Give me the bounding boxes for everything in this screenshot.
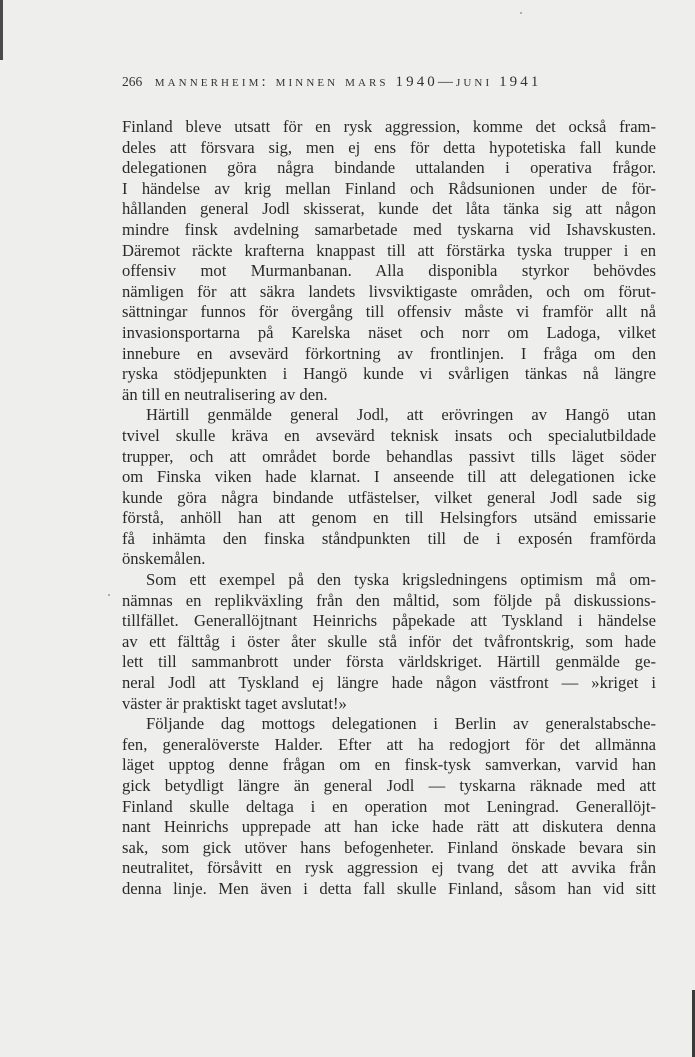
body-text [122,117,656,900]
text-line: denna linje. Men även i detta fall skulle Finland, såsom han vid sitt [122,878,656,898]
text-line: önskemålen. [122,549,206,569]
scan-edge-left [0,0,3,60]
text-line: invasionsportarna på Karelska näset och norr om Ladoga, vilket [122,322,656,342]
text-line: trupper, och att området borde behandlas passivt tills läget söder [122,446,656,466]
text-line: Som ett exempel på den tyska krigsledningens optimism må om- [146,570,656,590]
text-line: gick betydligt längre än general Jodl — tyskarna räknade med att [122,776,656,795]
text-line: offensiv mot Murmanbanan. Alla disponibla styrkor behövdes [122,261,656,281]
text-line: Härtill genmälde general Jodl, att erövringen av Hangö utan [146,405,656,425]
scan-speck [520,12,522,14]
text-line: väster är praktiskt taget avslutat!» [122,693,347,713]
text-line: tillfället. Generallöjtnant Heinrichs påpekade att Tyskland i händelse [122,611,656,631]
text-line: sak, som gick utöver hans befogenheter. Finland önskade bevara sin [122,837,656,857]
text-line: kunde göra några bindande utfästelser, vilket general Jodl sade sig [122,487,656,507]
paragraph [122,714,656,899]
text-line: delegationen göra några bindande uttalanden i operativa frågor. [122,158,656,178]
text-line: nant Heinrichs upprepade att han icke hade rätt att diskutera denna [122,817,656,837]
text-line: om Finska viken hade klarnat. I anseende till att delegationen icke [122,467,656,487]
text-line: av ett fälttåg i öster åter skulle stå inför det tvåfrontskrig, som hade [122,631,656,651]
page-number: 266 [122,74,143,89]
paragraph [122,405,656,570]
text-line: än till en neutralisering av den. [122,384,328,404]
book-page [122,71,656,900]
text-line: neutralitet, försåvitt en rysk aggression ej tvang det att avvika från [122,858,656,878]
text-line: I händelse av krig mellan Finland och Rådsunionen under de för- [122,178,656,198]
text-line: tvivel skulle kräva en avsevärd teknisk insats och specialutbildade [122,425,656,445]
text-line: lett till sammanbrott under första världskriget. Härtill genmälde ge- [122,652,656,672]
text-line: förstå, anhöll han att genom en till Helsingfors utsänd emissarie [122,508,656,528]
text-line: Finland bleve utsatt för en rysk aggression, komme det också fram- [122,117,656,136]
scan-speck [108,594,110,596]
paragraph [122,117,656,405]
text-line: Däremot räckte krafterna knappast till att förstärka tyska trupper i en [122,240,656,260]
text-line: hållanden general Jodl skisserat, kunde det låta tänka sig att någon [122,199,656,219]
text-line: ryska stödjepunkten i Hangö kunde vi svårligen tänkas nå längre [122,364,656,384]
text-line: mindre finsk avdelning samarbetade med tyskarna vid Ishavskusten. [122,219,656,239]
text-line: fen, generalöverste Halder. Efter att ha redogjort för det allmänna [122,734,656,754]
paragraph [122,570,656,714]
text-line: deles att försvara sig, men ej ens för detta hypotetiska fall kunde [122,137,656,157]
text-line: få inhämta den finska ståndpunkten till de i exposén framförda [122,528,656,548]
running-head-title: mannerheim: minnen mars 1940—juni 1941 [154,74,542,90]
text-line: Finland skulle deltaga i en operation mot Leningrad. Generallöjt- [122,796,656,816]
text-line: innebure en avsevärd förkortning av frontlinjen. I fråga om den [122,343,656,363]
text-line: Följande dag mottogs delegationen i Berlin av generalstabsche- [146,714,656,734]
text-line: läget upptog denne frågan om en finsk-tysk samverkan, varvid han [122,755,656,775]
text-line: nämligen för att säkra landets livsviktigaste områden, och om förut- [122,281,656,301]
text-line: nämnas en replikväxling från den måltid, som följde på diskussions- [122,590,656,610]
text-line: neral Jodl att Tyskland ej längre hade någon västfront — »kriget i [122,673,656,693]
running-head [122,71,656,93]
text-line: sättningar funnos för övergång till offensiv måste vi framför allt nå [122,302,656,322]
